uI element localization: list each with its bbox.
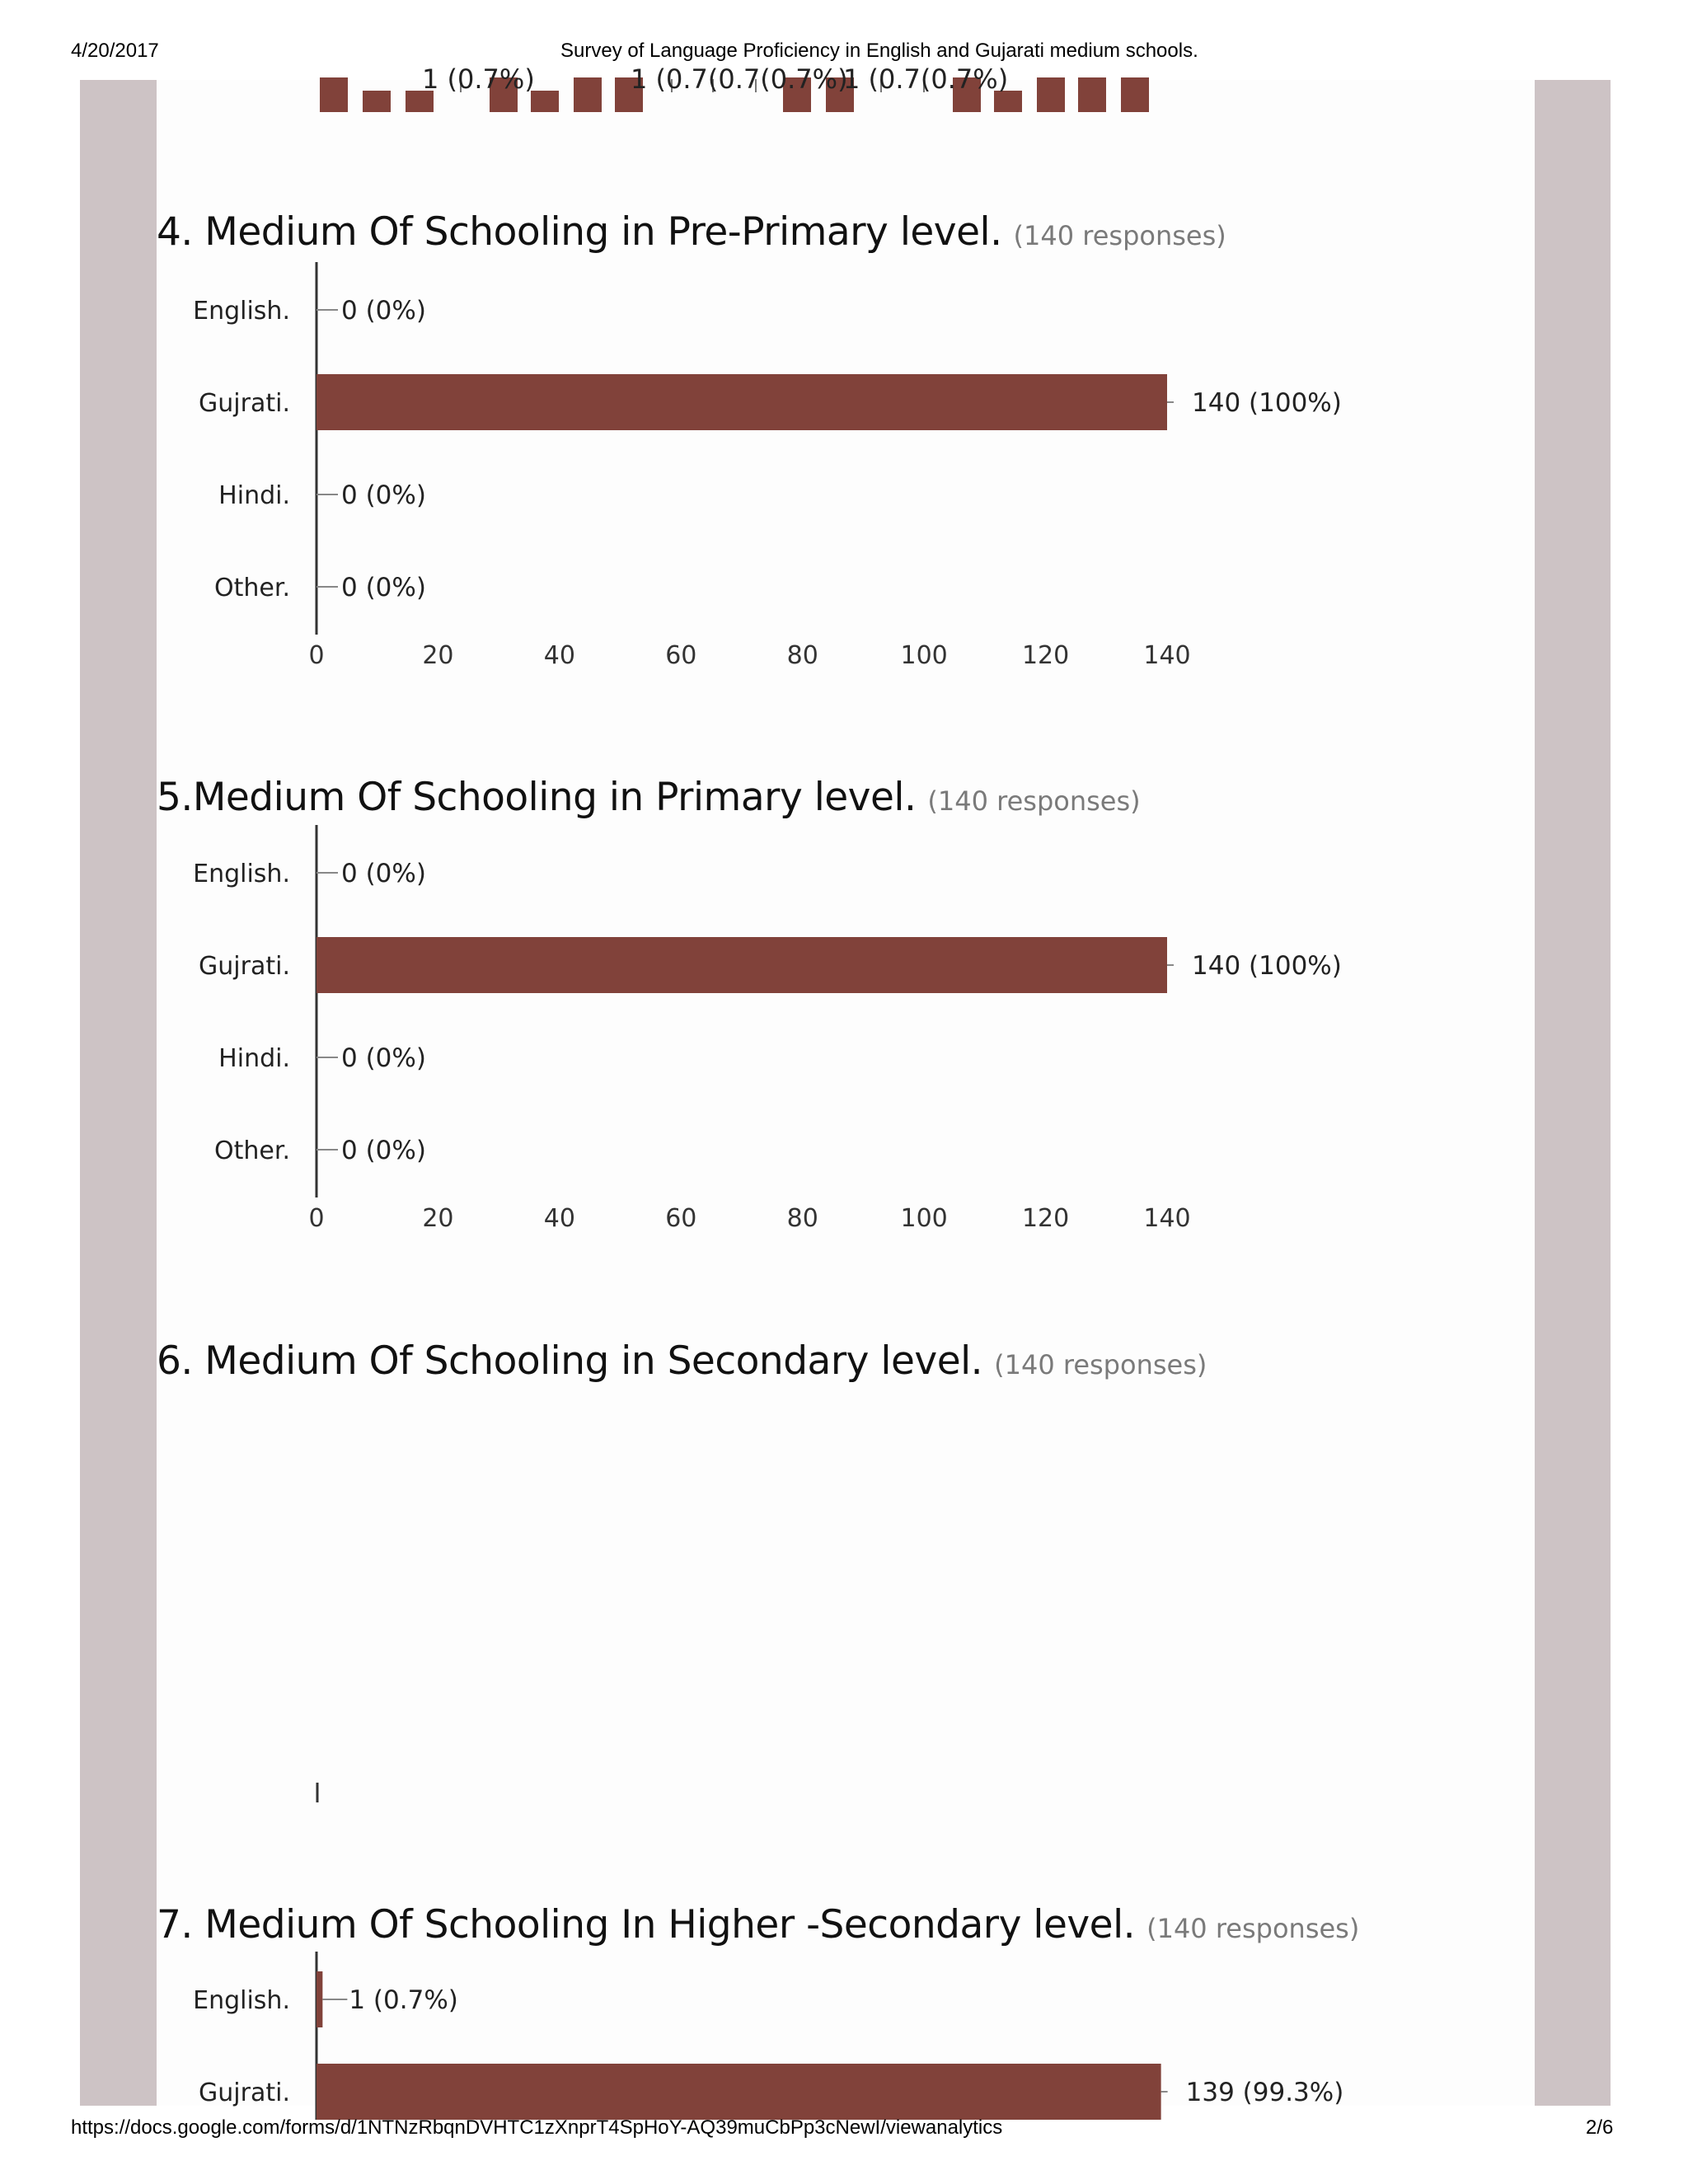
x-tick-label: 80 bbox=[786, 1204, 818, 1233]
x-tick-label: 0 bbox=[308, 1204, 325, 1233]
response-count: (140 responses) bbox=[994, 1349, 1207, 1380]
data-label: 0 (0%) bbox=[341, 859, 426, 888]
x-tick-label: 40 bbox=[543, 1204, 575, 1233]
fragment-label: 1 (0.7%) bbox=[422, 63, 535, 95]
print-date: 4/20/2017 bbox=[71, 40, 159, 62]
x-tick-label: 60 bbox=[665, 1204, 697, 1233]
print-title: Survey of Language Proficiency in English and Gujarati medium schools. bbox=[560, 40, 1198, 62]
bar-0 bbox=[316, 1971, 322, 2027]
x-tick-label: 20 bbox=[422, 641, 454, 670]
page-number: 2/6 bbox=[1586, 2116, 1614, 2139]
response-count: (140 responses) bbox=[1146, 1913, 1360, 1944]
x-tick-label: 0 bbox=[308, 641, 325, 670]
question-title: 4. Medium Of Schooling in Pre-Primary level. bbox=[157, 209, 1002, 255]
data-label: 140 (100%) bbox=[1192, 951, 1342, 981]
secondary-chart-stub bbox=[313, 1780, 321, 1805]
category-label: Other. bbox=[214, 1137, 290, 1165]
x-tick-label: 140 bbox=[1143, 1204, 1191, 1233]
data-label: 0 (0%) bbox=[341, 1136, 426, 1165]
category-label: English. bbox=[193, 297, 290, 326]
data-label: 1 (0.7%) bbox=[349, 1985, 458, 2015]
x-tick-label: 60 bbox=[665, 641, 697, 670]
category-label: Gujrati. bbox=[199, 952, 290, 981]
response-count: (140 responses) bbox=[1013, 220, 1226, 251]
category-label: English. bbox=[193, 860, 290, 888]
x-tick-label: 100 bbox=[900, 641, 948, 670]
category-label: Other. bbox=[214, 574, 290, 602]
category-label: Hindi. bbox=[218, 1044, 290, 1073]
bar-1 bbox=[316, 2064, 1161, 2120]
data-label: 0 (0%) bbox=[341, 573, 426, 602]
x-tick-label: 40 bbox=[543, 641, 575, 670]
x-tick-label: 20 bbox=[422, 1204, 454, 1233]
category-label: Gujrati. bbox=[199, 2079, 290, 2107]
category-label: English. bbox=[193, 1986, 290, 2015]
fragment-label: 1 (0.7(0.7%) bbox=[843, 63, 1009, 95]
x-tick-label: 120 bbox=[1021, 1204, 1070, 1233]
data-label: 0 (0%) bbox=[341, 296, 426, 326]
data-label: 0 (0%) bbox=[341, 1043, 426, 1073]
category-label: Hindi. bbox=[218, 481, 290, 510]
x-tick-label: 140 bbox=[1143, 641, 1191, 670]
x-tick-label: 120 bbox=[1021, 641, 1070, 670]
question-title: 7. Medium Of Schooling In Higher -Secondary level. bbox=[157, 1902, 1136, 1947]
fragment-label: 1 (0.7(0.7(0.7%) bbox=[631, 63, 848, 95]
data-label: 0 (0%) bbox=[341, 480, 426, 510]
question-title: 6. Medium Of Schooling in Secondary level. bbox=[157, 1338, 983, 1384]
data-label: 139 (99.3%) bbox=[1185, 2078, 1344, 2107]
response-count: (140 responses) bbox=[927, 785, 1141, 817]
x-tick-label: 80 bbox=[786, 641, 818, 670]
data-label: 140 (100%) bbox=[1192, 388, 1342, 418]
page-url: https://docs.google.com/forms/d/1NTNzRbqnDVHTC1zXnprT4SpHoY-AQ39muCbPp3cNewI/viewanalytics bbox=[71, 2116, 1003, 2139]
question-title: 5.Medium Of Schooling in Primary level. bbox=[157, 775, 917, 820]
x-tick-label: 100 bbox=[900, 1204, 948, 1233]
category-label: Gujrati. bbox=[199, 389, 290, 418]
